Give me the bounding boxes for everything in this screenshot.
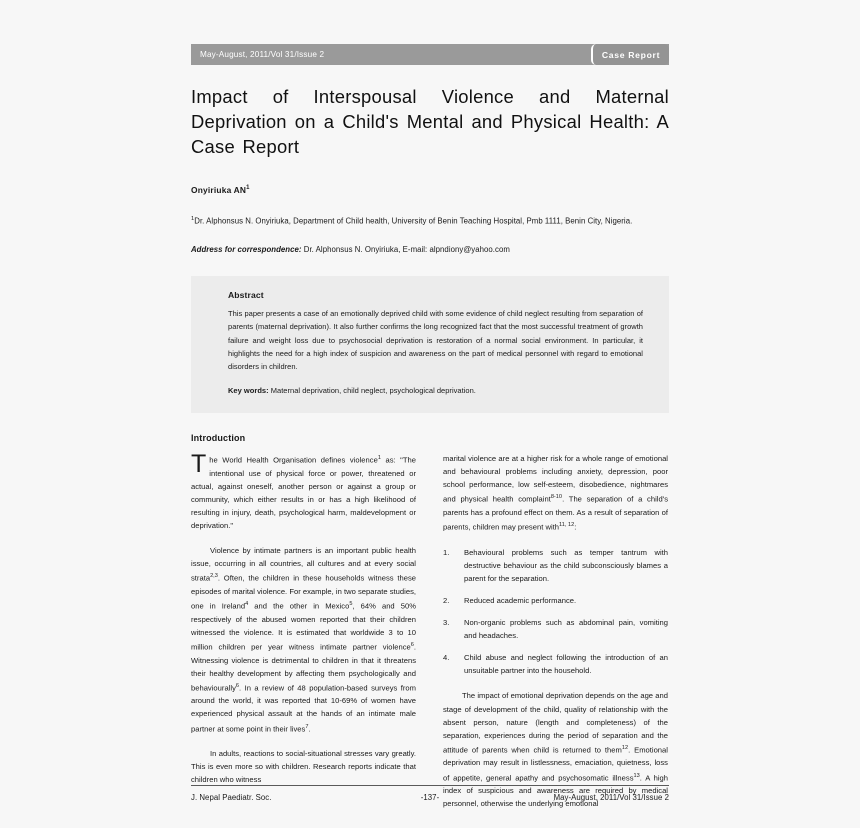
paragraph-definition [191, 452, 416, 532]
correspondence-value: Dr. Alphonsus N. Onyiriuka, E-mail: alpndiony@yahoo.com [303, 245, 510, 255]
body-column-right [443, 452, 668, 822]
list-item-text: Behavioural problems such as temper tantrum with destructive behaviour as the child subconsciously blames a parent for the separation. [464, 547, 668, 583]
page-footer [191, 785, 669, 802]
footer-issue: May-August, 2011/Vol 31/Issue 2 [553, 793, 669, 802]
keywords-value: Maternal deprivation, child neglect, psychological deprivation. [270, 386, 476, 396]
list-item-text: Reduced academic performance. [464, 596, 577, 606]
keywords-label: Key words: [228, 386, 269, 396]
citation-2-3: 2,3 [210, 573, 218, 580]
affiliation-marker: 1 [191, 216, 195, 222]
list-item-number: 2. [443, 596, 450, 606]
body-column-left [191, 452, 416, 822]
paragraph-definition-rest: as: "The intentional use of physical force or power, threatened or actual, against oneself, another person or against a group or community, which either results in or has a high likelihood of resulting in injury, death, psychological harm, maldevelopment or deprivation." [191, 455, 416, 531]
body-columns [191, 452, 669, 822]
text-run: , 64% and 50% respectively of the abused women reported that their children witnessed the violence. It is estimated that worldwide 3 to 10 million children per year witness intimate partner violence [191, 601, 416, 652]
article-type-badge-label: Case Report [601, 49, 661, 60]
list-item-text: Non-organic problems such as abdominal pain, vomiting and headaches. [464, 618, 668, 641]
paragraph-intimate-partner-violence [191, 544, 416, 735]
citation-12: 12 [621, 744, 629, 751]
paragraph-risk-range [443, 452, 668, 534]
text-run: . Witnessing violence is detrimental to children in that it threatens their healthy development by affecting them psychologically and behaviourally [191, 642, 416, 693]
citation-11-12: 11, 12 [559, 522, 575, 529]
text-run: Violence by intimate partners is an important public health issue, occurring in all countries, all cultures and at every social strata [191, 546, 416, 583]
text-run: . A high index of suspicious and awareness are required by medical personnel, otherwise the underlying emotional [443, 773, 669, 809]
citation-13: 13 [633, 772, 640, 779]
separation-presentation-list [443, 546, 668, 678]
text-run: marital violence are at a higher risk for a whole range of emotional and behavioural problems including anxiety, depression, poor school performance, low self-esteem, disobedience, nightmares and physical health complaint [443, 454, 668, 504]
list-item [443, 616, 668, 642]
list-item-number: 1. [443, 547, 450, 557]
text-run: . Emotional deprivation may result in listlessness, emaciation, quietness, loss of appetite, general apathy and psychosomatic illness [443, 745, 668, 783]
journal-header-bar [191, 44, 669, 65]
section-heading-introduction: Introduction [191, 433, 246, 444]
text-run: . In a review of 48 population-based surveys from around the world, it was reported that 10-69% of women have experienced physical assault at the hands of an intimate male partner at some point in their lives [191, 683, 416, 734]
correspondence [191, 243, 669, 256]
text-run: The impact of emotional deprivation depends on the age and stage of development of the child, quality of relationship with the absent person, nature (length and completeness) of the separation, experiences during the period of separation and the attitude of parents when child is returned to them [443, 691, 668, 755]
text-run: : [574, 522, 577, 532]
list-item-number: 3. [443, 618, 450, 628]
affiliation [191, 213, 669, 228]
footer-divider [191, 785, 669, 786]
text-run: and the other in Mexico [248, 601, 350, 611]
author-name: Onyiriuka AN [191, 185, 247, 195]
author-affiliation-marker: 1 [246, 185, 250, 192]
citation-6a: 6 [410, 641, 414, 648]
correspondence-label: Address for correspondence: [191, 245, 302, 255]
list-item [443, 546, 668, 585]
drop-cap: T [191, 450, 207, 479]
citation-6b: 6 [235, 682, 240, 689]
text-run: . [308, 724, 311, 734]
citation-5: 5 [349, 601, 353, 608]
footer-journal-name: J. Nepal Paediatr. Soc. [191, 793, 272, 802]
keywords [228, 385, 643, 397]
text-run: . The separation of a child's parents has a profound effect on them. As a result of separation of parents, children may present with [443, 494, 668, 532]
paragraph-definition-lead: he World Health Organisation defines violence [209, 455, 378, 465]
paragraph-adult-reactions: In adults, reactions to social-situational stresses vary greatly. This is even more so with children. Research reports indicate that children who witness [191, 749, 416, 785]
footer-row [191, 793, 669, 802]
citation-1: 1 [377, 455, 381, 462]
author-list [191, 185, 669, 195]
abstract-text: This paper presents a case of an emotionally deprived child with some evidence of child neglect resulting from separation of parents (maternal deprivation). It also further confirms the long recognized fact that the most successful treatment of growth failure and weight loss due to psychosocial deprivation is restoration of a normal social environment. In particular, it highlights the need for a high index of suspicion and awareness on the part of medical personnel with regard to emotional disorders in children. [228, 309, 643, 371]
list-item [443, 594, 668, 607]
abstract-heading: Abstract [228, 290, 264, 301]
list-item-number: 4. [443, 653, 450, 663]
article-page [191, 0, 669, 828]
citation-7: 7 [305, 723, 309, 730]
citation-8-10: 8-10 [550, 494, 563, 501]
text-run: . Often, the children in these households witness these episodes of marital violence. For example, in two separate studies, one in Ireland [191, 573, 416, 611]
abstract-box [191, 276, 669, 413]
page-title: Impact of Interspousal Violence and Maternal Deprivation on a Child's Mental and Physical Health: A Case Report [191, 86, 669, 157]
list-item-text: Child abuse and neglect following the introduction of an unsuitable partner into the household. [464, 653, 668, 676]
affiliation-text: Dr. Alphonsus N. Onyiriuka, Department of Child health, University of Benin Teaching Hospital, Pmb 1111, Benin City, Nigeria. [194, 216, 633, 226]
article-type-badge [591, 44, 669, 65]
issue-line: May-August, 2011/Vol 31/Issue 2 [200, 50, 325, 59]
list-item [443, 651, 668, 677]
citation-4: 4 [245, 601, 249, 608]
footer-page-number: -137- [420, 793, 440, 802]
